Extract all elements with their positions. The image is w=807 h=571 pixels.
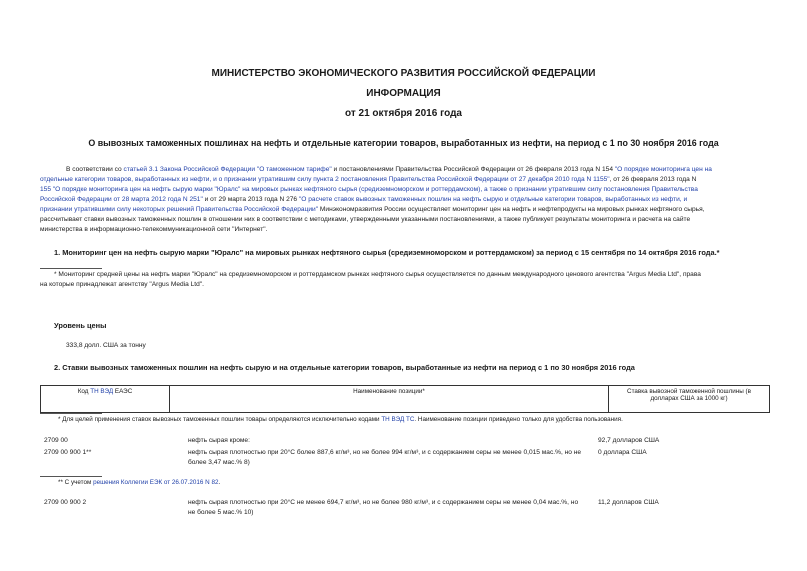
law-article-link[interactable]: статьей 3.1 Закона Российской Федерации "О таможенном тарифе" [123, 166, 332, 173]
eec-decision-note: ** С учетом решения Коллегии ЕЭК от 26.07.2016 N 82. [58, 479, 221, 486]
tnved-ts-link[interactable]: ТН ВЭД ТС [381, 416, 415, 423]
row3-code: 2709 00 900 2 [44, 499, 87, 506]
footnote-divider [40, 268, 102, 269]
tnved-link[interactable]: ТН ВЭД [90, 388, 114, 395]
intro-paragraph: В соответствии со статьей 3.1 Закона Российской Федерации "О таможенном тарифе" и постановлениями Правительства Российской Федерации от 26 февраля 2013 года N 154 "О порядке мониторинга цен на отдельные категории товаров, выработанных из нефти, и о признании утратившим силу пункта 2 постановления Правительства Российской Федерации от 27 декабря 2010 года N 1155", от 26 февраля 2013 года N 155 "О порядке мониторинга цен на нефть сырую марки "Юралс" на мировых рынках нефтяного сырья (средиземноморском и роттердамском), а также о признании утратившим силу постановления Правительства Российской Федерации от 28 марта 2012 года N 251" и от 29 марта 2013 года N 276 "О расчете ставок вывозных таможенных пошлин на нефть сырую и отдельные категории товаров, выработанных из нефти, и признании утратившими силу некоторых решений Правительства Российской Федерации" Минэкономразвития России осуществляет мониторинг цен на нефть и нефтепродукты на мировых рынках нефтяного сырья, рассчитывает ставки вывозных таможенных пошлин в отношении них в соответствии с методиками, утвержденными указанными постановлениями, а также публикует результаты мониторинга и расчета на сайте министерства в информационно-телекоммуникационной сети "Интернет". [40, 166, 712, 233]
row2-code: 2709 00 900 1** [44, 449, 92, 456]
ministry-title: МИНИСТЕРСТВО ЭКОНОМИЧЕСКОГО РАЗВИТИЯ РОССИЙСКОЙ ФЕДЕРАЦИИ [211, 68, 596, 79]
price-value: 333,8 долл. США за тонну [66, 342, 146, 349]
section1-heading: 1. Мониторинг цен на нефть сырую марки "Юралс" на мировых рынках нефтяного сырья (средиземноморском и роттердамском) за период с 15 сентября по 14 октября 2016 года.* [54, 248, 720, 257]
price-heading: Уровень цены [54, 321, 107, 330]
note2-divider [40, 476, 102, 477]
table-note-divider [40, 413, 102, 414]
decree-155-link[interactable]: 155 "О порядке мониторинга цен на нефть сырую марки "Юралс" на мировых рынках нефтяного сырья (средиземноморском и роттердамском), а также о признании утратившим силу постановления Правительства [40, 186, 698, 193]
doc-title: О вывозных таможенных пошлинах на нефть и отдельные категории товаров, выработанных из нефти, на период с 1 по 30 ноября 2016 года [88, 138, 719, 148]
decree-276-link[interactable]: "О расчете ставок вывозных таможенных пошлин на нефть сырую и отдельные категории товаров, выработанных из нефти, и [298, 196, 688, 203]
col-code-header: Код ТН ВЭД ЕАЭС [41, 386, 170, 413]
row2-rate: 0 доллара США [598, 449, 647, 456]
table-note: * Для целей применения ставок вывозных таможенных пошлин товары определяются исключительно кодами ТН ВЭД ТС. Наименование позиции приведено только для удобства пользования. [58, 416, 623, 423]
section1-footnote: * Мониторинг средней цены на нефть марки "Юралс" на средиземноморском и роттердамском рынках нефтяного сырья осуществляется по данным международного ценового агентства "Argus Media Ltd", права на которые принадлежат агентству "Argus Media Ltd". [40, 271, 701, 288]
col-rate-header: Ставка вывозной таможенной пошлины (в долларах США за 1000 кг) [609, 386, 770, 413]
row1-code: 2709 00 [44, 437, 68, 444]
decree-154-link-cont[interactable]: отдельные категории товаров, выработанных из нефти, и о признании утратившим силу пункта 2 постановления Правительства Российской Федерации от 27 декабря 2010 года N 1155" [40, 176, 610, 183]
row1-name: нефть сырая кроме: [188, 437, 250, 444]
row3-rate: 11,2 долларов США [598, 499, 659, 506]
row3-name: нефть сырая плотностью при 20°С не менее 694,7 кг/м³, но не более 980 кг/м³, и с содержанием серы не менее 0,04 мас.%, но не более 5 мас.% 10) [188, 499, 579, 516]
duty-rates-table [40, 385, 770, 413]
doc-type: ИНФОРМАЦИЯ [366, 88, 441, 99]
eec-decision-link[interactable]: решения Коллегии ЕЭК от 26.07.2016 N 82 [93, 479, 219, 486]
row1-rate: 92,7 долларов США [598, 437, 660, 444]
section2-heading: 2. Ставки вывозных таможенных пошлин на нефть сырую и на отдельные категории товаров, выработанные из нефти на период с 1 по 30 ноября 2016 года [54, 363, 635, 372]
decree-154-link[interactable]: "О порядке мониторинга цен на [614, 166, 712, 173]
doc-date: от 21 октября 2016 года [345, 108, 462, 119]
col-name-header: Наименование позиции* [170, 386, 609, 413]
row2-name: нефть сырая плотностью при 20°С более 887,6 кг/м³, но не более 994 кг/м³, и с содержанием серы не менее 0,015 мас.%, но не более 3,47 мас.% 8) [188, 449, 582, 466]
decree-276-link-cont[interactable]: признании утратившими силу некоторых решений Правительства Российской Федерации" [40, 206, 319, 213]
decree-251-link[interactable]: Российской Федерации от 28 марта 2012 года N 251" [40, 196, 203, 203]
